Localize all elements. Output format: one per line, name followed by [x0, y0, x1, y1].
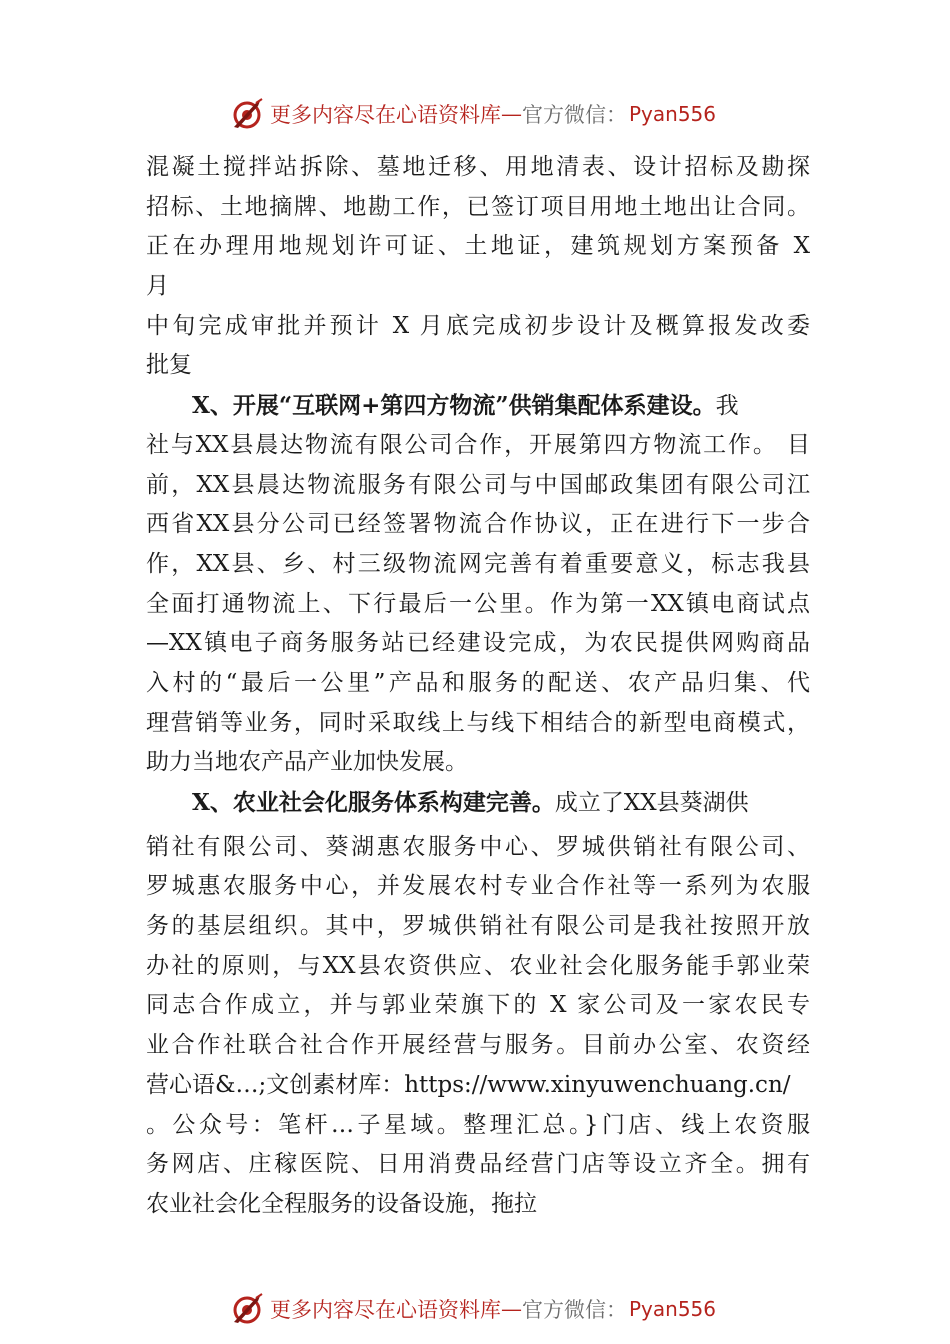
text-line: 销社有限公司、葵湖惠农服务中心、罗城供销社有限公司、: [146, 833, 810, 860]
text-line: 全面打通物流上、下行最后一公里。作为第一XX镇电商试点: [146, 590, 810, 617]
banner-title: 更多内容尽在心语资料库: [270, 1298, 501, 1322]
section-heading: X、开展“互联网+第四方物流”供销集配体系建设。: [192, 392, 716, 420]
text-line: 混凝土搅拌站拆除、墓地迁移、用地清表、设计招标及勘探: [146, 154, 810, 180]
text-line: 前，XX县晨达物流服务有限公司与中国邮政集团有限公司江: [146, 471, 810, 498]
section-heading: X、农业社会化服务体系构建完善。: [192, 789, 555, 816]
section-heading-line: [146, 783, 810, 823]
text-line: 助力当地农产品产业加快发展。: [146, 749, 468, 776]
text-line: 同志合作成立，并与郭业荣旗下的 X 家公司及一家农民专: [146, 992, 810, 1019]
text-line: 办社的原则，与XX县农资供应、农业社会化服务能手郭业荣: [146, 952, 810, 979]
text-line: 中旬完成审批并预计 X 月底完成初步设计及概算报发改委: [146, 312, 810, 339]
text-line: 。公众号：笔杆…子星域。整理汇总。}门店、线上农资服: [146, 1111, 810, 1138]
text-line: 农业社会化全程服务的设备设施，拖拉: [146, 1190, 537, 1217]
banner-title: 更多内容尽在心语资料库: [270, 103, 501, 127]
text-line: 批复: [146, 352, 192, 379]
brush-logo-icon: [230, 1292, 264, 1326]
text-line: 招标、土地摘牌、地勘工作，已签订项目用地土地出让合同。: [146, 193, 810, 220]
section-heading-tail: 成立了XX县葵湖供: [554, 790, 749, 816]
section-heading-tail: 我: [715, 393, 739, 420]
banner-separator: —: [501, 102, 522, 126]
text-line: 理营销等业务，同时采取线上与线下相结合的新型电商模式，: [146, 709, 810, 736]
document-body: [146, 148, 810, 1225]
banner-wechat-id: Pyan556: [629, 102, 717, 126]
text-line: —XX镇电子商务服务站已经建设完成，为农民提供网购商品: [146, 630, 810, 657]
banner-wechat-id: Pyan556: [629, 1297, 717, 1321]
text-line: 营心语&…;文创素材库：https://www.xinyuwenchuang.cn/: [146, 1071, 791, 1098]
text-line: 西省XX县分公司已经签署物流合作协议，正在进行下一步合: [146, 511, 810, 538]
section-heading-line: [146, 386, 810, 426]
banner-wechat-label: 官方微信：: [522, 1298, 627, 1322]
banner-wechat-label: 官方微信：: [522, 103, 627, 127]
brush-logo-icon: [230, 97, 264, 131]
text-line: 正在办理用地规划许可证、土地证，建筑规划方案预备 X: [146, 233, 810, 260]
text-line: 业合作社联合社合作开展经营与服务。目前办公室、农资经: [146, 1032, 810, 1059]
text-line: 月: [146, 273, 169, 300]
text-line: 入村的“最后一公里”产品和服务的配送、农产品归集、代: [146, 669, 810, 696]
banner-separator: —: [501, 1297, 522, 1321]
text-line: 务的基层组织。其中，罗城供销社有限公司是我社按照开放: [146, 913, 810, 940]
text-line: 务网店、庄稼医院、日用消费品经营门店等设立齐全。拥有: [146, 1151, 810, 1178]
header-banner: [230, 96, 716, 132]
footer-banner: [230, 1291, 716, 1327]
text-line: 罗城惠农服务中心，并发展农村专业合作社等一系列为农服: [146, 873, 810, 900]
text-line: 作，XX县、乡、村三级物流网完善有着重要意义，标志我县: [146, 550, 810, 577]
text-line: 社与XX县晨达物流有限公司合作，开展第四方物流工作。 目: [146, 431, 810, 458]
